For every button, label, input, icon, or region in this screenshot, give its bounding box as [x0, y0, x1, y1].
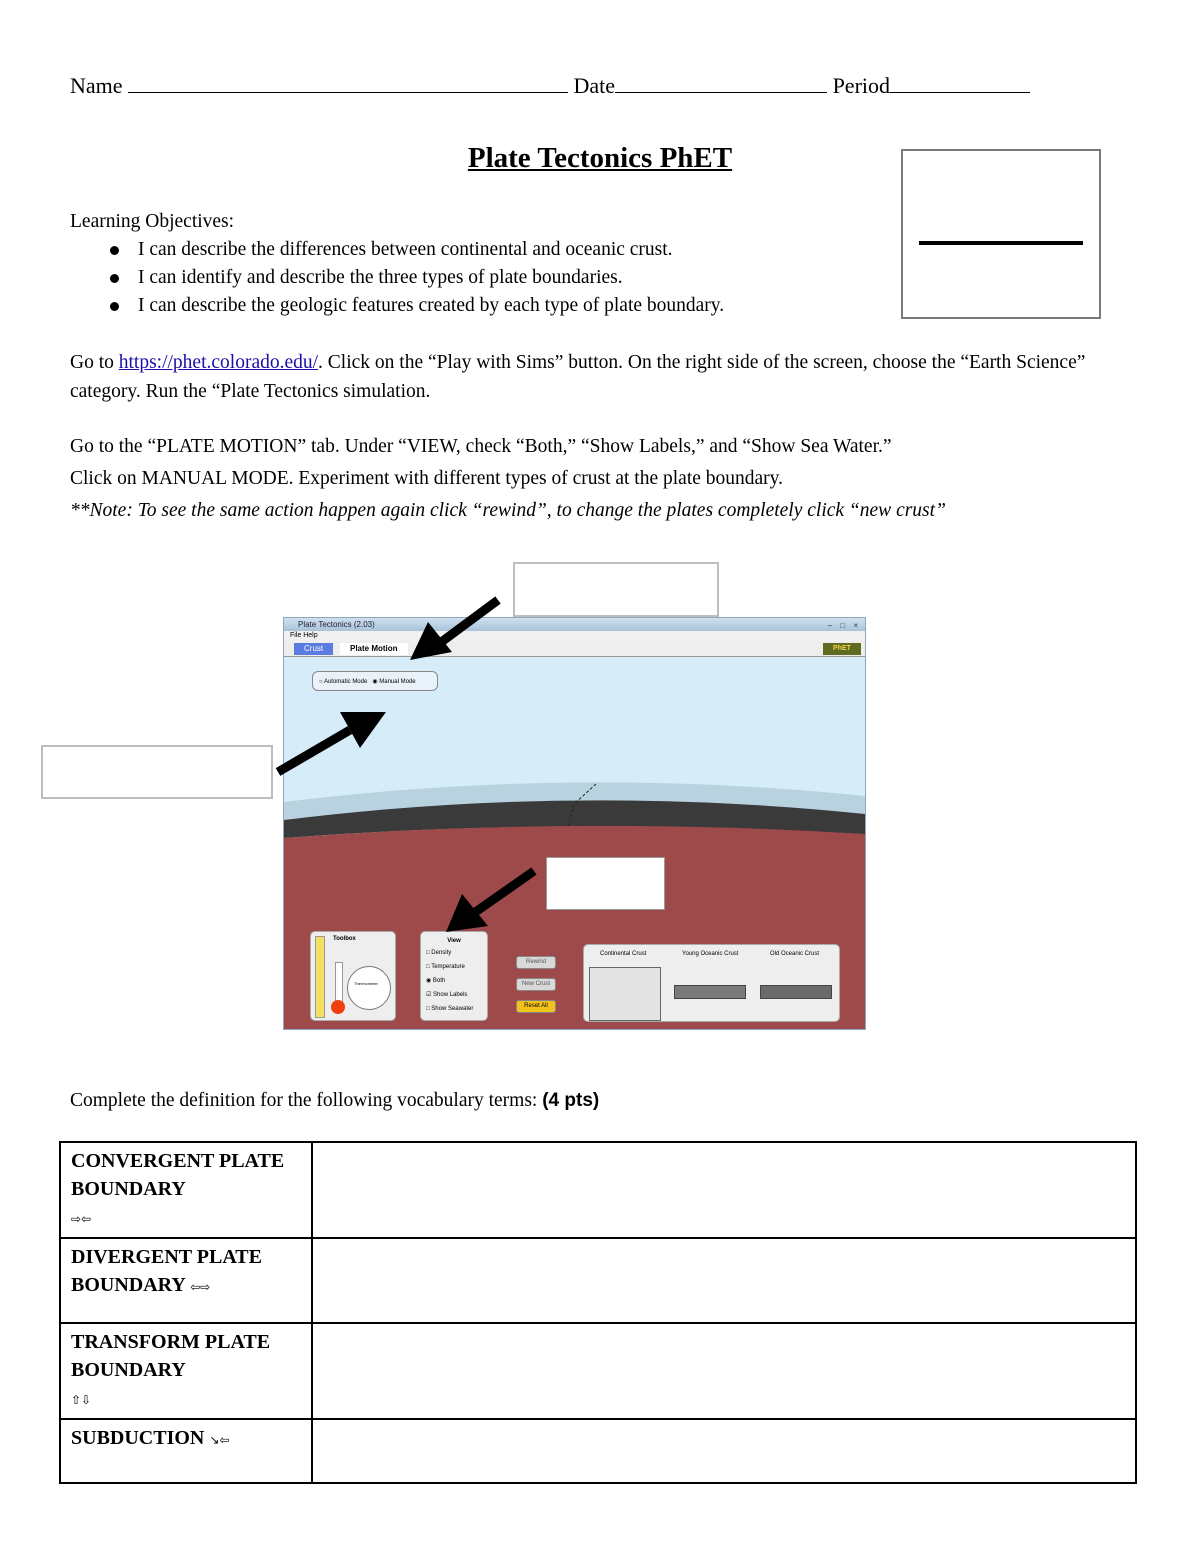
toolbox-title: Toolbox: [333, 936, 356, 942]
label-box-top: [513, 562, 719, 617]
view-option-density[interactable]: □ Density: [426, 950, 452, 956]
view-option-temperature[interactable]: □ Temperature: [426, 964, 465, 970]
window-title: Plate Tectonics (2.03): [298, 620, 375, 629]
phet-link[interactable]: https://phet.colorado.edu/: [118, 352, 319, 373]
old-oceanic-crust-block[interactable]: [760, 985, 832, 999]
label-box-left: [41, 745, 273, 799]
table-row: [60, 1419, 1136, 1483]
view-option-show-seawater[interactable]: □ Show Seawater: [426, 1006, 474, 1012]
vocab-points: (4 pts): [542, 1090, 600, 1111]
subduction-arrows-icon: ↘⇦: [209, 1433, 230, 1447]
score-line: [919, 241, 1083, 245]
continental-crust-block[interactable]: [589, 967, 661, 1021]
vocab-intro-text: Complete the definition for the following vocabulary terms:: [70, 1090, 543, 1111]
definition-cell[interactable]: [312, 1238, 1136, 1323]
toolbox-panel: [310, 931, 396, 1021]
tab-bar: [284, 641, 865, 657]
instructions-line: Go to the “PLATE MOTION” tab. Under “VIEW, check “Both,” “Show Labels,” and “Show Sea Water.”: [70, 436, 892, 457]
term-label: DIVERGENT PLATE BOUNDARY: [71, 1246, 262, 1296]
term-cell: [60, 1142, 312, 1238]
gauge[interactable]: [347, 966, 391, 1010]
menu-bar[interactable]: File Help: [284, 631, 865, 641]
learning-objectives: [70, 208, 724, 320]
definition-cell[interactable]: [312, 1419, 1136, 1483]
tab-crust[interactable]: Crust: [294, 643, 333, 655]
view-title: View: [447, 938, 461, 944]
definition-cell[interactable]: [312, 1142, 1136, 1238]
automatic-mode-radio[interactable]: ○ Automatic Mode: [319, 679, 368, 685]
objectives-list: [70, 236, 724, 320]
instructions-text: Go to: [70, 352, 119, 373]
definition-cell[interactable]: [312, 1323, 1136, 1419]
simulation-screenshot: [283, 617, 866, 1030]
instructions-text: . Click on the “Play with Sims” button. On the right side of the screen, choose the “Earth Science” category. Run the “Plate Tectonics simulation.: [70, 352, 1086, 402]
diverge-arrows-icon: ⇦⇨: [190, 1280, 211, 1294]
name-label: Name: [70, 73, 123, 98]
label-box-bottom: [546, 857, 665, 910]
view-panel: [420, 931, 488, 1021]
manual-mode-radio[interactable]: ◉ Manual Mode: [372, 679, 416, 685]
score-box: [901, 149, 1101, 319]
transform-arrows-icon: ⇧⇩: [71, 1393, 92, 1407]
objective-item: I can describe the geologic features created by each type of plate boundary.: [138, 292, 724, 320]
objectives-heading: Learning Objectives:: [70, 211, 235, 232]
window-controls[interactable]: – □ ×: [827, 621, 861, 630]
table-row: [60, 1323, 1136, 1419]
term-label: CONVERGENT PLATE BOUNDARY: [71, 1150, 285, 1200]
page-title: Plate Tectonics PhET: [467, 142, 733, 174]
objective-item: I can identify and describe the three types of plate boundaries.: [138, 264, 724, 292]
gauge-label: Thermometer: [354, 981, 379, 986]
term-cell: [60, 1419, 312, 1483]
rewind-button[interactable]: Rewind: [516, 956, 556, 969]
table-row: [60, 1142, 1136, 1238]
view-option-show-labels[interactable]: ☑ Show Labels: [426, 992, 468, 998]
new-crust-button[interactable]: New Crust: [516, 978, 556, 991]
instructions-paragraph-2: [70, 432, 1140, 525]
date-field[interactable]: [615, 72, 827, 93]
phet-logo: PhET: [823, 643, 861, 655]
term-cell: [60, 1238, 312, 1323]
crust-label-continental: Continental Crust: [600, 951, 647, 957]
view-option-both[interactable]: ◉ Both: [426, 978, 446, 984]
date-label: Date: [573, 73, 616, 98]
term-label: SUBDUCTION: [71, 1427, 205, 1449]
header-line: [70, 72, 1030, 99]
crust-palette: [583, 944, 840, 1022]
instructions-line: Click on MANUAL MODE. Experiment with different types of crust at the plate boundary.: [70, 468, 784, 489]
name-field[interactable]: [128, 72, 568, 93]
young-oceanic-crust-block[interactable]: [674, 985, 746, 999]
vocab-intro: [70, 1090, 599, 1112]
thermometer-bulb: [331, 1000, 345, 1014]
vocab-table: [59, 1141, 1137, 1484]
crust-label-young-oceanic: Young Oceanic Crust: [682, 951, 739, 957]
ruler[interactable]: [315, 936, 325, 1018]
objective-item: I can describe the differences between continental and oceanic crust.: [138, 236, 724, 264]
table-row: [60, 1238, 1136, 1323]
term-cell: [60, 1323, 312, 1419]
term-label: TRANSFORM PLATE BOUNDARY: [71, 1331, 271, 1381]
tab-plate-motion[interactable]: Plate Motion: [340, 643, 408, 655]
reset-all-button[interactable]: Reset All: [516, 1000, 556, 1013]
period-label: Period: [832, 73, 891, 98]
window-title-bar: [284, 618, 865, 631]
instructions-note: **Note: To see the same action happen again click “rewind”, to change the plates completely click “new crust”: [70, 500, 946, 521]
converge-arrows-icon: ⇨⇦: [71, 1212, 92, 1226]
crust-label-old-oceanic: Old Oceanic Crust: [770, 951, 820, 957]
instructions-paragraph-1: [70, 348, 1140, 406]
period-field[interactable]: [890, 72, 1030, 93]
